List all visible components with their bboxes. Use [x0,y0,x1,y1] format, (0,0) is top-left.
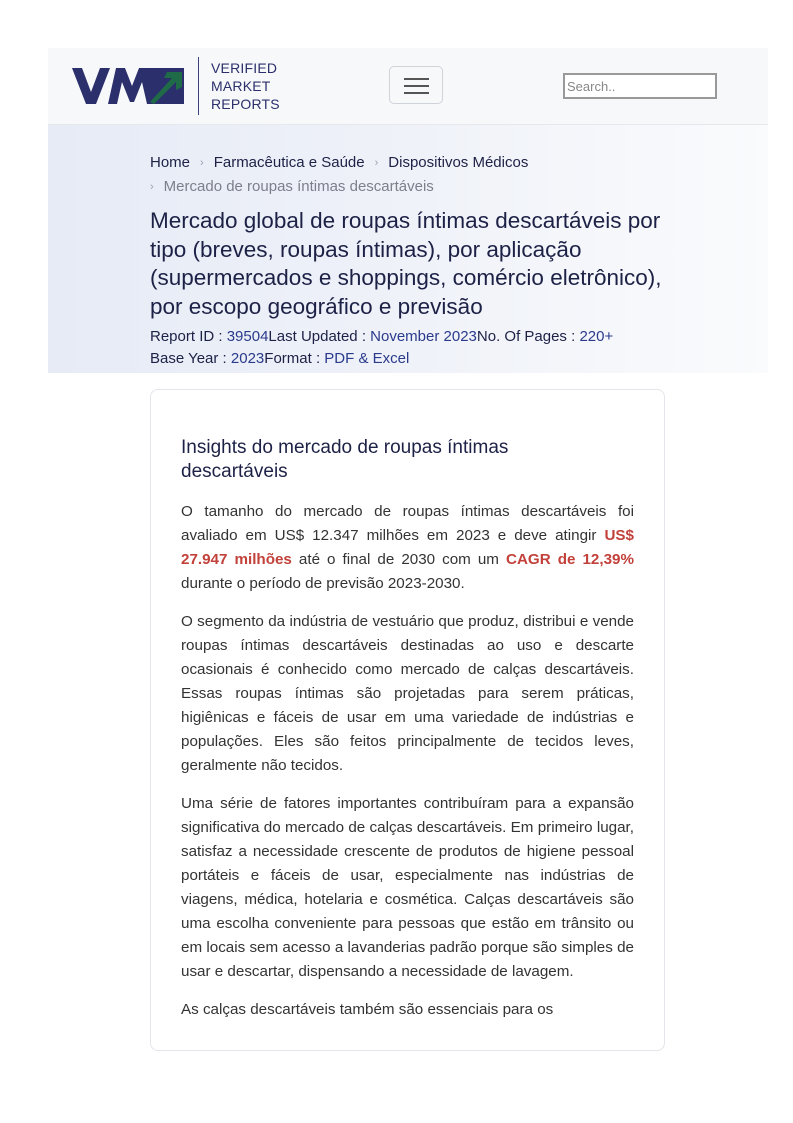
breadcrumb-pharma[interactable]: Farmacêutica e Saúde [213,154,365,171]
site-header [48,48,768,125]
paragraph-text: O tamanho do mercado de roupas íntimas descartáveis foi avaliado em US$ 12.347 milhões em 2023 e deve atingir [181,503,634,544]
report-meta [150,326,690,370]
logo-wordmark [211,59,280,113]
base-year-value: 2023 [230,350,265,367]
report-hero [48,125,768,373]
format-value: PDF & Excel [324,350,410,367]
insights-paragraph: Uma série de fatores importantes contribuíram para a expansão significativa do mercado de calças descartáveis. Em primeiro lugar, satisfaz a necessidade crescente de produtos de higiene pessoal portáteis e fáceis de usar, especialmente nas indústrias de viagens, médica, hotelaria e cosmética. Calças descartáveis são uma escolha conveniente para pessoas que estão em trânsito ou em locais sem acesso a lavanderias padrão porque são simples de usar e descartar, dispensando a necessidade de lavagem. [181,795,634,980]
menu-toggle-button[interactable] [389,66,443,104]
paragraph-text: até o final de 2030 com um [291,551,506,568]
report-meta-row [150,326,690,348]
cagr-highlight: CAGR de 12,39% [505,551,634,568]
format-label: Format : [264,350,325,367]
logo-line: REPORTS [211,96,280,112]
logo-divider [198,57,199,115]
report-id-label: Report ID : [150,328,227,345]
pages-label: No. Of Pages : [476,328,580,345]
search-input[interactable] [563,73,717,99]
page-title: Mercado global de roupas íntimas descartáveis por tipo (breves, roupas íntimas), por aplicação (supermercados e shoppings, comércio eletrônico), por escopo geográfico e previsão [150,208,662,319]
insights-heading: Insights do mercado de roupas íntimas descartáveis [181,437,509,482]
insights-card [150,389,665,1051]
insights-paragraph [181,500,634,596]
breadcrumb-medical-devices[interactable]: Dispositivos Médicos [388,154,529,171]
pages-value: 220+ [579,328,614,345]
vmr-logo-mark-icon [72,66,184,106]
insights-paragraph: As calças descartáveis também são essenciais para os [181,1001,554,1018]
paragraph-text: durante o período de previsão 2023-2030. [181,575,465,592]
report-id-value: 39504 [226,328,269,345]
last-updated-label: Last Updated : [268,328,371,345]
hamburger-menu-icon [404,92,429,94]
market-size-highlight: US$ 27.947 milhões [181,527,634,568]
breadcrumb-home[interactable]: Home [150,154,191,171]
chevron-right-icon: › [200,157,204,169]
hamburger-menu-icon [404,85,429,87]
insights-body [181,500,634,1036]
vmr-logo[interactable] [72,56,280,116]
hamburger-menu-icon [404,78,429,80]
breadcrumb-current: Mercado de roupas íntimas descartáveis [163,178,434,195]
insights-paragraph: O segmento da indústria de vestuário que produz, distribui e vende roupas íntimas descartáveis destinadas ao uso e descarte ocasionais é conhecido como mercado de calças descartáveis. Essas roupas íntimas são projetadas para serem práticas, higiênicas e fáceis de usar em uma variedade de indústrias e populações. Eles são feitos principalmente de tecidos leves, geralmente não tecidos. [181,613,634,774]
logo-line: VERIFIED [211,60,278,76]
report-meta-row [150,348,690,370]
last-updated-value: November 2023 [370,328,477,345]
breadcrumb [150,151,630,199]
base-year-label: Base Year : [150,350,231,367]
logo-line: MARKET [211,78,271,94]
chevron-right-icon: › [150,181,154,193]
chevron-right-icon: › [374,157,379,169]
